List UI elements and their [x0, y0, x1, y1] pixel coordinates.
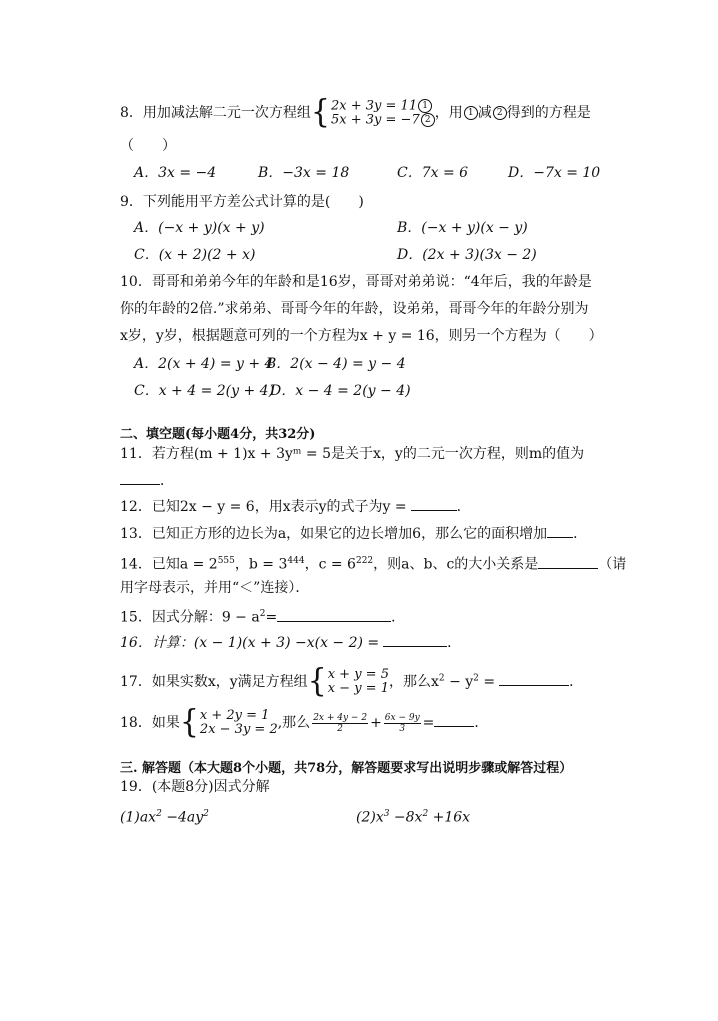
- q10-option-b: B．2(x − 4) = y − 4: [266, 356, 406, 372]
- q9-stem: 9．下列能用平方差公式计算的是( ): [120, 194, 364, 210]
- q9-option-b: B．(−x + y)(x − y): [397, 220, 528, 236]
- q12: 12．已知2x − y = 6，用x表示y的式子为y = ．: [120, 499, 471, 515]
- q8-stem-text-c: 减: [477, 105, 492, 121]
- q11-blank[interactable]: [120, 472, 160, 485]
- q13-blank[interactable]: [547, 525, 573, 538]
- q8-eq2-circled-mark: 2: [421, 113, 435, 127]
- q13-text: 13．已知正方形的边长为a，如果它的边长增加6，那么它的面积增加: [120, 526, 548, 542]
- q11: [120, 445, 584, 463]
- q8-brace: {: [310, 94, 331, 131]
- q8-option-d: D．−7x = 10: [508, 165, 601, 181]
- q13: 13．已知正方形的边长为a，如果它的边长增加6，那么它的面积增加 ．: [120, 526, 588, 542]
- q8-eq2: 5x + 3y = −7 2: [331, 113, 435, 128]
- q15: 15．因式分解：$9 - a^2=$ ．: [120, 609, 406, 626]
- q17-brace: {: [307, 663, 327, 700]
- q17-blank[interactable]: [499, 673, 569, 686]
- q12-text: 12．已知2x − y = 6，用x表示y的式子为y =: [120, 499, 407, 515]
- q14-blank[interactable]: [538, 556, 598, 569]
- q11-text: 11．若方程(m + 1)x + 3yᵐ = 5是关于x，y的二元一次方程，则m的值为: [120, 446, 585, 462]
- q12-blank[interactable]: [411, 498, 457, 511]
- q9-option-c: C．(x + 2)(2 + x): [134, 247, 256, 263]
- q10-line1: 10．哥哥和弟弟今年的年龄和是16岁，哥哥对弟弟说：“4年后，我的年龄是: [120, 274, 592, 290]
- q19-part1: $(1)ax^2 -4ay^2$: [120, 809, 209, 826]
- q8-option-a: A．3x = −4: [134, 165, 217, 181]
- q10-line3: x岁，y岁，根据题意可列的一个方程为x + y = 16，则另一个方程为（ ）: [120, 328, 603, 344]
- q8-eq1-circled-mark: 1: [418, 99, 432, 113]
- q14: 14．已知$a = 2^{555}$，$b = 3^{444}$，$c = 6^{222}$，则a、b、c的大小关系是 （请: [120, 556, 627, 573]
- q8-option-c: C．7x = 6: [397, 165, 469, 181]
- q18: 18．如果 { x + 2y = 1 2x − 3y = 2 ,那么 $\frac{2x + 4y - 2}{2}$ + $\frac{6x - 9y}{3}$ = ．: [120, 704, 489, 741]
- q8-mark2: 2: [493, 106, 507, 120]
- q8-equation-system: [310, 94, 435, 131]
- q11-answer-line: ．: [120, 472, 174, 490]
- q16: 16．计算：(x − 1)(x + 3) −x(x − 2) = ．: [120, 635, 462, 651]
- q8-option-b: B．−3x = 18: [258, 165, 350, 181]
- q9-option-a: A．(−x + y)(x + y): [134, 220, 265, 236]
- q8-stem-text-b: ，用: [434, 105, 463, 121]
- q8-eq1: 2x + 3y = 11 1: [331, 99, 435, 114]
- q10-line2: 你的年龄的2倍.”求弟弟、哥哥今年的年龄，设弟弟，哥哥今年的年龄分别为: [120, 301, 589, 317]
- q15-blank[interactable]: [277, 609, 391, 622]
- q17: 17．如果实数x，y满足方程组 { x + y = 5 x − y = 1 ，那么$x^2 - y^2$ = ．: [120, 663, 584, 700]
- q9-option-d: D．(2x + 3)(3x − 2): [397, 247, 537, 263]
- q8-paren: （ ）: [120, 138, 176, 154]
- q18-fraction-1: $\frac{2x + 4y - 2}{2}$: [313, 712, 368, 734]
- q19-stem: 19．(本题8分)因式分解: [120, 779, 270, 795]
- q8-mark1: 1: [464, 106, 478, 120]
- q10-option-a: A．2(x + 4) = y + 4: [134, 356, 274, 372]
- q14-line2: 用字母表示，并用“＜”连接）．: [120, 580, 310, 596]
- q18-blank[interactable]: [434, 714, 474, 727]
- q18-brace: {: [179, 704, 199, 741]
- q8-stem: [120, 94, 591, 131]
- section3-title: 三. 解答题（本大题8个小题，共78分，解答题要求写出说明步骤或解答过程）: [120, 761, 573, 776]
- q16-blank[interactable]: [383, 634, 447, 647]
- q18-fraction-2: $\frac{6x - 9y}{3}$: [384, 712, 420, 734]
- q8-stem-text-a: 8．用加减法解二元一次方程组: [120, 105, 311, 121]
- q10-option-c: C．x + 4 = 2(y + 4): [134, 383, 275, 399]
- q19-part2: $(2)x^3 -8x^2 +16x$: [356, 809, 471, 826]
- q8-stem-text-d: 得到的方程是: [506, 105, 591, 121]
- section2-title: 二、填空题(每小题4分，共32分): [120, 427, 316, 442]
- q10-option-d: D．x − 4 = 2(y − 4): [270, 383, 411, 399]
- q18-equation-system: { x + 2y = 1 2x − 3y = 2: [179, 704, 278, 741]
- q17-equation-system: { x + y = 5 x − y = 1: [307, 663, 389, 700]
